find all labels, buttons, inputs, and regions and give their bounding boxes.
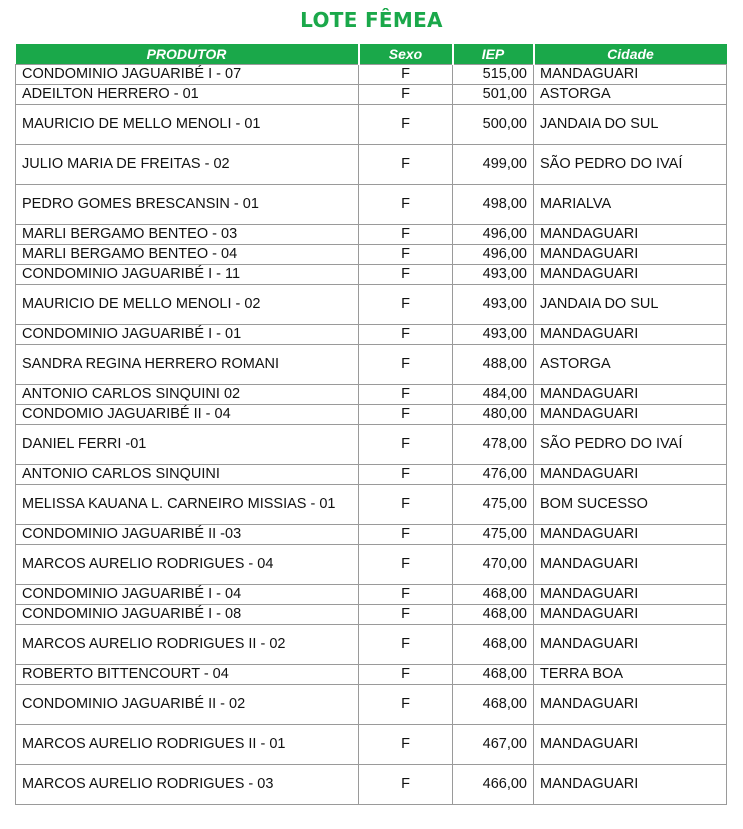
cell-iep: 493,00 xyxy=(453,265,534,285)
cell-iep: 468,00 xyxy=(453,665,534,685)
cell-iep: 484,00 xyxy=(453,385,534,405)
table-row xyxy=(16,425,727,465)
cell-cidade: JANDAIA DO SUL xyxy=(534,105,727,145)
cell-produtor: MARLI BERGAMO BENTEO - 03 xyxy=(16,225,359,245)
cell-sexo: F xyxy=(359,545,453,585)
table-row xyxy=(16,625,727,665)
cell-iep: 488,00 xyxy=(453,345,534,385)
cell-cidade: MANDAGUARI xyxy=(534,465,727,485)
cell-cidade: MANDAGUARI xyxy=(534,605,727,625)
cell-cidade: JANDAIA DO SUL xyxy=(534,285,727,325)
cell-cidade: MANDAGUARI xyxy=(534,405,727,425)
cell-sexo: F xyxy=(359,625,453,665)
cell-sexo: F xyxy=(359,485,453,525)
cell-produtor: ANTONIO CARLOS SINQUINI 02 xyxy=(16,385,359,405)
cell-sexo: F xyxy=(359,465,453,485)
table-row xyxy=(16,605,727,625)
table-row xyxy=(16,285,727,325)
cell-produtor: MAURICIO DE MELLO MENOLI - 02 xyxy=(16,285,359,325)
cell-sexo: F xyxy=(359,585,453,605)
cell-produtor: CONDOMINIO JAGUARIBÉ I - 11 xyxy=(16,265,359,285)
cell-sexo: F xyxy=(359,265,453,285)
cell-cidade: MANDAGUARI xyxy=(534,225,727,245)
cell-produtor: MAURICIO DE MELLO MENOLI - 01 xyxy=(16,105,359,145)
cell-sexo: F xyxy=(359,605,453,625)
cell-produtor: ANTONIO CARLOS SINQUINI xyxy=(16,465,359,485)
header-cidade: Cidade xyxy=(534,44,727,65)
cell-iep: 493,00 xyxy=(453,325,534,345)
cell-sexo: F xyxy=(359,325,453,345)
cell-produtor: CONDOMINIO JAGUARIBÉ II - 02 xyxy=(16,685,359,725)
cell-sexo: F xyxy=(359,225,453,245)
table-row xyxy=(16,725,727,765)
cell-sexo: F xyxy=(359,425,453,465)
cell-iep: 500,00 xyxy=(453,105,534,145)
cell-sexo: F xyxy=(359,385,453,405)
header-row xyxy=(16,44,727,65)
cell-produtor: CONDOMINIO JAGUARIBÉ I - 01 xyxy=(16,325,359,345)
cell-produtor: SANDRA REGINA HERRERO ROMANI xyxy=(16,345,359,385)
header-iep: IEP xyxy=(453,44,534,65)
cell-cidade: ASTORGA xyxy=(534,345,727,385)
cell-cidade: MANDAGUARI xyxy=(534,525,727,545)
cell-produtor: MARLI BERGAMO BENTEO - 04 xyxy=(16,245,359,265)
header-produtor: PRODUTOR xyxy=(16,44,359,65)
cell-cidade: MANDAGUARI xyxy=(534,245,727,265)
cell-iep: 493,00 xyxy=(453,285,534,325)
table-row xyxy=(16,765,727,805)
cell-cidade: MANDAGUARI xyxy=(534,625,727,665)
cell-sexo: F xyxy=(359,285,453,325)
cell-iep: 515,00 xyxy=(453,65,534,85)
table-row xyxy=(16,685,727,725)
cell-cidade: MANDAGUARI xyxy=(534,685,727,725)
cell-sexo: F xyxy=(359,85,453,105)
cell-produtor: CONDOMINIO JAGUARIBÉ I - 07 xyxy=(16,65,359,85)
cell-produtor: MARCOS AURELIO RODRIGUES - 03 xyxy=(16,765,359,805)
cell-iep: 468,00 xyxy=(453,685,534,725)
table-row xyxy=(16,85,727,105)
cell-produtor: MELISSA KAUANA L. CARNEIRO MISSIAS - 01 xyxy=(16,485,359,525)
cell-cidade: MANDAGUARI xyxy=(534,585,727,605)
cell-sexo: F xyxy=(359,685,453,725)
cell-cidade: MANDAGUARI xyxy=(534,325,727,345)
cell-cidade: SÃO PEDRO DO IVAÍ xyxy=(534,425,727,465)
cell-sexo: F xyxy=(359,105,453,145)
table-row xyxy=(16,485,727,525)
cell-sexo: F xyxy=(359,405,453,425)
cell-produtor: DANIEL FERRI -01 xyxy=(16,425,359,465)
cell-iep: 468,00 xyxy=(453,625,534,665)
cell-sexo: F xyxy=(359,665,453,685)
table-row xyxy=(16,385,727,405)
table-row xyxy=(16,105,727,145)
table-row xyxy=(16,65,727,85)
table-row xyxy=(16,345,727,385)
cell-sexo: F xyxy=(359,725,453,765)
cell-cidade: MANDAGUARI xyxy=(534,65,727,85)
cell-iep: 478,00 xyxy=(453,425,534,465)
page-title: LOTE FÊMEA xyxy=(300,8,443,32)
table-row xyxy=(16,145,727,185)
cell-sexo: F xyxy=(359,765,453,805)
cell-sexo: F xyxy=(359,345,453,385)
cell-produtor: ADEILTON HERRERO - 01 xyxy=(16,85,359,105)
table-row xyxy=(16,265,727,285)
cell-cidade: SÃO PEDRO DO IVAÍ xyxy=(534,145,727,185)
cell-produtor: JULIO MARIA DE FREITAS - 02 xyxy=(16,145,359,185)
cell-cidade: MARIALVA xyxy=(534,185,727,225)
cell-iep: 470,00 xyxy=(453,545,534,585)
cell-cidade: TERRA BOA xyxy=(534,665,727,685)
cell-iep: 476,00 xyxy=(453,465,534,485)
table-row xyxy=(16,225,727,245)
cell-produtor: CONDOMINIO JAGUARIBÉ I - 08 xyxy=(16,605,359,625)
cell-iep: 498,00 xyxy=(453,185,534,225)
table-row xyxy=(16,465,727,485)
cell-iep: 467,00 xyxy=(453,725,534,765)
cell-cidade: BOM SUCESSO xyxy=(534,485,727,525)
cell-cidade: MANDAGUARI xyxy=(534,765,727,805)
table-row xyxy=(16,405,727,425)
cell-sexo: F xyxy=(359,65,453,85)
table-row xyxy=(16,545,727,585)
cell-produtor: CONDOMIO JAGUARIBÉ II - 04 xyxy=(16,405,359,425)
cell-iep: 468,00 xyxy=(453,585,534,605)
cell-iep: 475,00 xyxy=(453,485,534,525)
lot-table xyxy=(15,44,727,805)
cell-produtor: PEDRO GOMES BRESCANSIN - 01 xyxy=(16,185,359,225)
table-row xyxy=(16,245,727,265)
cell-cidade: MANDAGUARI xyxy=(534,385,727,405)
cell-produtor: CONDOMINIO JAGUARIBÉ I - 04 xyxy=(16,585,359,605)
cell-iep: 468,00 xyxy=(453,605,534,625)
table-row xyxy=(16,325,727,345)
cell-produtor: MARCOS AURELIO RODRIGUES II - 02 xyxy=(16,625,359,665)
cell-iep: 480,00 xyxy=(453,405,534,425)
cell-iep: 466,00 xyxy=(453,765,534,805)
cell-cidade: MANDAGUARI xyxy=(534,545,727,585)
cell-produtor: MARCOS AURELIO RODRIGUES II - 01 xyxy=(16,725,359,765)
cell-sexo: F xyxy=(359,185,453,225)
table-row xyxy=(16,665,727,685)
cell-iep: 475,00 xyxy=(453,525,534,545)
cell-iep: 499,00 xyxy=(453,145,534,185)
cell-cidade: MANDAGUARI xyxy=(534,725,727,765)
table-row xyxy=(16,185,727,225)
table-row xyxy=(16,525,727,545)
cell-iep: 496,00 xyxy=(453,245,534,265)
cell-produtor: ROBERTO BITTENCOURT - 04 xyxy=(16,665,359,685)
cell-sexo: F xyxy=(359,245,453,265)
cell-produtor: MARCOS AURELIO RODRIGUES - 04 xyxy=(16,545,359,585)
header-sexo: Sexo xyxy=(359,44,453,65)
cell-cidade: MANDAGUARI xyxy=(534,265,727,285)
cell-iep: 496,00 xyxy=(453,225,534,245)
cell-produtor: CONDOMINIO JAGUARIBÉ II -03 xyxy=(16,525,359,545)
table-row xyxy=(16,585,727,605)
cell-iep: 501,00 xyxy=(453,85,534,105)
cell-sexo: F xyxy=(359,525,453,545)
cell-cidade: ASTORGA xyxy=(534,85,727,105)
cell-sexo: F xyxy=(359,145,453,185)
